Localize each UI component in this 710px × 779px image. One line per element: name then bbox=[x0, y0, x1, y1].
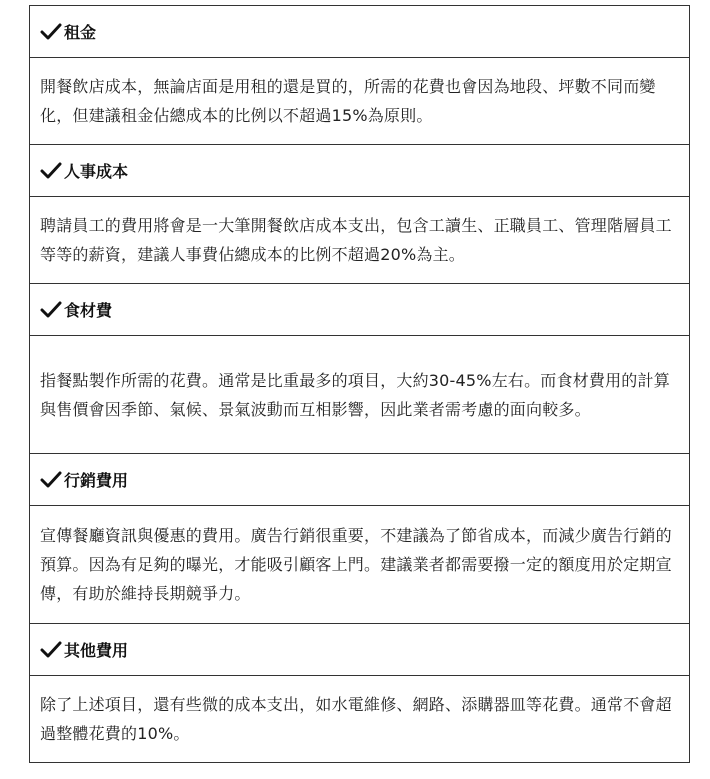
section-heading-cell bbox=[30, 145, 690, 197]
cost-table bbox=[29, 5, 690, 763]
section-heading: 租金 bbox=[64, 23, 97, 42]
section-body-row bbox=[30, 58, 690, 145]
section-body-row bbox=[30, 506, 690, 624]
section-heading-row bbox=[30, 284, 690, 336]
section-body: 聘請員工的費用將會是一大筆開餐飲店成本支出，包含工讀生、正職員工、管理階層員工等等的薪資，建議人事費佔總成本的比例不超過20%為主。 bbox=[30, 197, 690, 284]
section-body: 開餐飲店成本，無論店面是用租的還是買的，所需的花費也會因為地段、坪數不同而變化，但建議租金佔總成本的比例以不超過15%為原則。 bbox=[30, 58, 690, 145]
check-icon bbox=[40, 640, 62, 660]
section-body: 除了上述項目，還有些微的成本支出，如水電維修、網路、添購器皿等花費。通常不會超過整體花費的10%。 bbox=[30, 676, 690, 763]
section-body: 宣傳餐廳資訊與優惠的費用。廣告行銷很重要，不建議為了節省成本，而減少廣告行銷的預算。因為有足夠的曝光，才能吸引顧客上門。建議業者都需要撥一定的額度用於定期宣傳，有助於維持長期競爭力。 bbox=[30, 506, 690, 624]
check-icon bbox=[40, 161, 62, 181]
check-icon bbox=[40, 300, 62, 320]
check-icon bbox=[40, 470, 62, 490]
section-heading-cell bbox=[30, 624, 690, 676]
section-heading-cell bbox=[30, 6, 690, 58]
section-body: 指餐點製作所需的花費。通常是比重最多的項目，大約30-45%左右。而食材費用的計算與售價會因季節、氣候、景氣波動而互相影響，因此業者需考慮的面向較多。 bbox=[30, 336, 690, 454]
check-icon bbox=[40, 22, 62, 42]
section-body-row bbox=[30, 336, 690, 454]
section-heading: 人事成本 bbox=[64, 162, 129, 181]
section-body-row bbox=[30, 676, 690, 763]
section-heading-row bbox=[30, 454, 690, 506]
section-heading-cell bbox=[30, 454, 690, 506]
section-heading-cell bbox=[30, 284, 690, 336]
section-heading-row bbox=[30, 145, 690, 197]
section-heading: 行銷費用 bbox=[64, 471, 129, 490]
section-heading-row bbox=[30, 624, 690, 676]
section-body-row bbox=[30, 197, 690, 284]
section-heading: 其他費用 bbox=[64, 641, 129, 660]
section-heading: 食材費 bbox=[64, 301, 113, 320]
section-heading-row bbox=[30, 6, 690, 58]
